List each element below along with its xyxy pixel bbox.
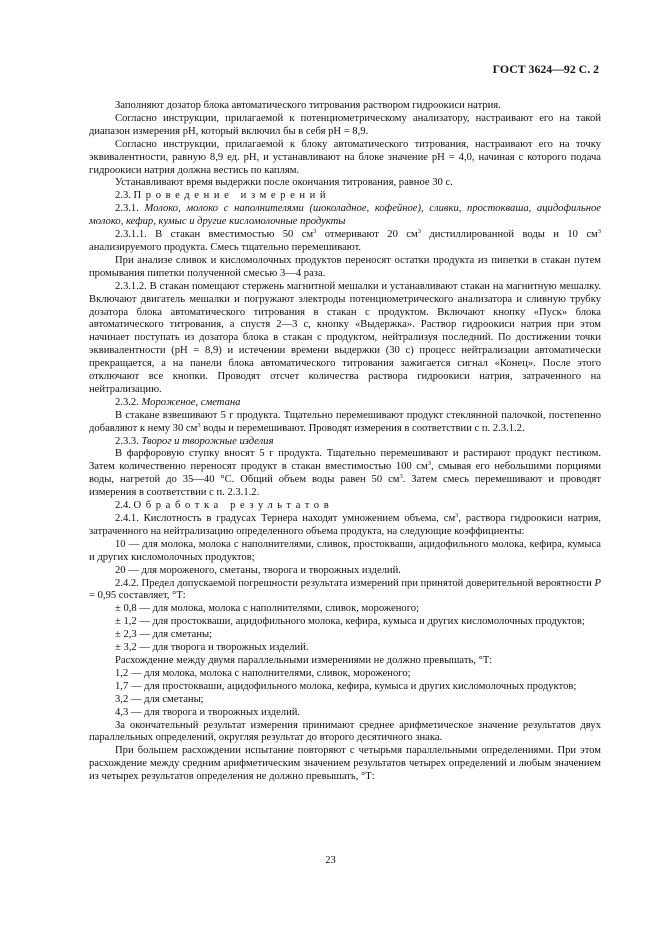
subsection-number: 2.3.2. (115, 396, 139, 408)
text-run: , раствора гидроокиси натрия, затраченного на нейтрализацию определенного объема продукта, на следующие коэффициенты: (89, 513, 601, 537)
superscript: 3 (313, 228, 317, 236)
list-item: 1,7 — для простокваши, ацидофильного молока, кефира, кумыса и других кисломолочных продуктов; (115, 680, 577, 692)
superscript: 3 (455, 512, 459, 519)
text-run: = 0,95 составляет, °Т: (89, 590, 186, 602)
list-item: ± 0,8 — для молока, молока с наполнителями, сливок, мороженого; (115, 603, 420, 615)
variable-p: Р (594, 577, 601, 589)
text-run: дистиллированной воды и 10 см (420, 229, 598, 241)
text-run: , смывая его небольшими порциями воды, нагретой до 35—40 °С. Общий объем воды равен 50 см (89, 461, 601, 486)
paragraph: 20 — для мороженого, сметаны, творога и творожных изделий. (115, 564, 401, 576)
section-title: Обработка результатов (133, 500, 334, 512)
paragraph: За окончательный результат измерения принимают среднее арифметическое значение результатов двух параллельных определений, округляя результат до второго десятичного знака. (89, 719, 601, 744)
subsection-title: Мороженое, сметана (141, 396, 241, 408)
paragraph: При большем расхождении испытание повторяют с четырьмя параллельными определениями. При этом расхождение между средним арифметическим значением результатов четырех определений и любым значением из четырех результатов определения не должно превышать, °Т: (89, 745, 601, 783)
paragraph: Согласно инструкции, прилагаемой к блоку автоматического титрования, настраивают его на точку эквивалентности, равную 8,9 ед. рН, и устанавливают на блоке значение рН = 4,0, начиная с которого подача гидроокиси натрия должна вестись по каплям. (89, 138, 601, 176)
list-item: ± 3,2 — для творога и творожных изделий. (115, 642, 309, 654)
list-item: ± 2,3 — для сметаны; (115, 629, 213, 641)
paragraph (89, 578, 601, 604)
section-heading (89, 500, 601, 513)
subsection-heading (89, 397, 601, 410)
page-header: ГОСТ 3624—92 С. 2 (492, 62, 599, 76)
section-number: 2.4. (115, 500, 131, 512)
paragraph: 10 — для молока, молока с наполнителями, сливок, простокваши, ацидофильного молока, кефира, кумыса и других кисломолочных продуктов; (89, 538, 601, 563)
subsection-number: 2.3.1. (115, 203, 139, 215)
text-run: В фарфоровую ступку вносят 5 г продукта. Тщательно перемешивают и растирают продукт пестиком. Затем количественно переносят продукт в стакан вместимостью 100 см (89, 448, 601, 473)
section-heading (89, 190, 601, 203)
text-run: В стакане взвешивают 5 г продукта. Тщательно перемешивают продукт стеклянной палочкой, постепенно добавляют к нему 30 см (89, 409, 601, 434)
subsection-number: 2.3.3. (115, 435, 139, 447)
paragraph: Согласно инструкции, прилагаемой к потенциометрическому анализатору, настраивают его на такой диапазон измерения рН, который включил бы в себя рН = 8,9. (89, 112, 601, 137)
subsection-heading (89, 203, 601, 229)
text-run: 2.4.2. Предел допускаемой погрешности результата измерений при принятой доверительной вероятности (115, 577, 595, 589)
text-run: воды и перемешивают. Проводят измерения в соответствии с п. 2.3.1.2. (200, 422, 525, 434)
superscript: 3 (597, 228, 601, 236)
section-title: Проведение измерений (133, 190, 331, 202)
subsection-title: Творог и творожные изделия (141, 435, 274, 447)
paragraph: Устанавливают время выдержки после окончания титрования, равное 30 с. (115, 177, 453, 189)
paragraph (89, 410, 601, 436)
superscript: 3 (427, 460, 431, 468)
page-number: 23 (325, 855, 336, 866)
list-item: ± 1,2 — для простокваши, ацидофильного молока, кефира, кумыса и других кисломолочных продуктов; (115, 616, 585, 628)
text-run: анализируемого продукта. Смесь тщательно перемешивают. (89, 241, 362, 253)
paragraph (89, 229, 601, 255)
document-body (89, 100, 601, 784)
paragraph: Расхождение между двумя параллельными измерениями не должно превышать, °Т: (115, 654, 493, 666)
superscript: 3 (399, 473, 403, 481)
subsection-title: Молоко, молоко с наполнителями (шоколадное, кофейное), сливки, простокваша, ацидофильное молоко, кефир, кумыс и другие кисломолочные продукты (89, 203, 601, 228)
text-run: 2.4.1. Кислотность в градусах Тернера находят умножением объема, см (115, 513, 456, 524)
superscript: 3 (197, 421, 201, 429)
list-item: 1,2 — для молока, молока с наполнителями, сливок, мороженого; (115, 667, 411, 679)
paragraph (89, 513, 601, 539)
paragraph: 2.3.1.2. В стакан помещают стержень магнитной мешалки и устанавливают стакан на магнитную мешалку. Включают двигатель мешалки и погружают электроды потенциометрического анализатора и сливную трубку дозатора блока автоматического титрования в стакан с продуктом. Включают кнопку «Пуск» блока автоматического титрования, а спустя 2—3 с, кнопку «Выдержка». Раствор гидроокиси натрия при этом начинает поступать из дозатора блока в стакан с продуктом, нейтрализуя последний. По достижении точки эквивалентности (рН = 8,9) и истечении времени выдержки (30 с) процесс нейтрализации автоматически прекращается, а на панели блока автоматического титрования зажигается сигнал «Конец». После этого отключают все кнопки. Проводят отсчет количества раствора гидроокиси натрия, затраченного на нейтрализацию. (89, 280, 601, 395)
superscript: 3 (417, 228, 421, 236)
paragraph (89, 448, 601, 500)
list-item: 3,2 — для сметаны; (115, 693, 204, 705)
list-item: 4,3 — для творога и творожных изделий. (115, 706, 301, 718)
text-run: . Затем смесь перемешивают и проводят измерения в соответствии с п. 2.3.1.2. (89, 474, 601, 499)
paragraph: Заполняют дозатор блока автоматического титрования раствором гидроокиси натрия. (115, 100, 501, 111)
section-number: 2.3. (115, 190, 131, 202)
text-run: 2.3.1.1. В стакан вместимостью 50 см (115, 229, 314, 241)
subsection-heading (89, 436, 601, 449)
text-run: отмеривают 20 см (316, 229, 418, 241)
paragraph: При анализе сливок и кисломолочных продуктов переносят остатки продукта из пипетки в стакан путем промывания пипетки полученной смесью 3—4 раза. (89, 254, 601, 279)
